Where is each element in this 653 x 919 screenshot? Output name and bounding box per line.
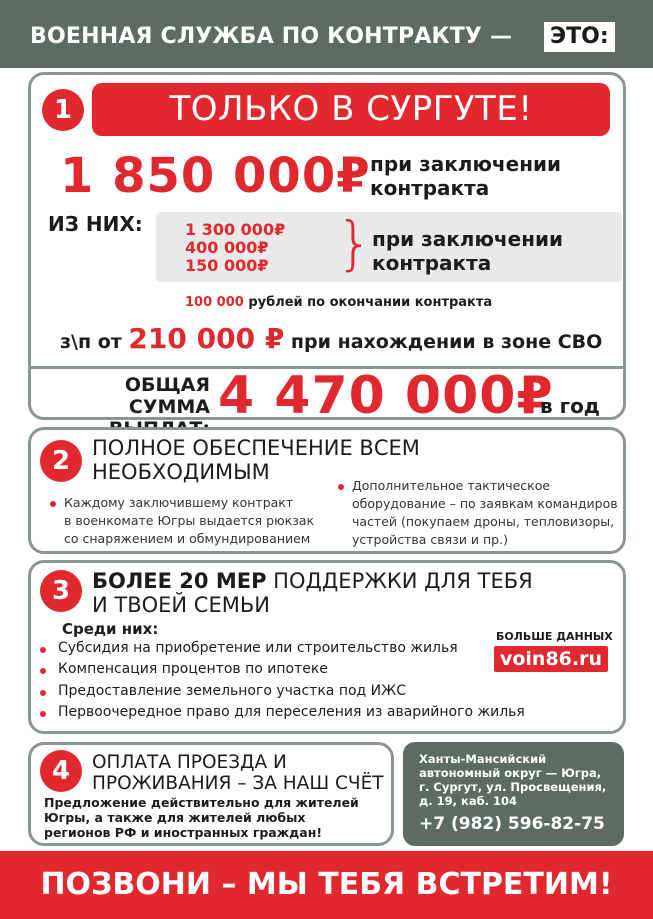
section-3-number: 3: [40, 570, 82, 612]
main-caption-line1: при заключении: [370, 152, 562, 176]
among-label: Среди них:: [62, 620, 159, 638]
bullet-dot: [40, 668, 46, 674]
bullet-line: Дополнительное тактическое: [352, 478, 551, 493]
breakdown-caption-line1: при заключении: [372, 227, 564, 251]
list-item: [40, 640, 525, 661]
section-4-title-line2: ПРОЖИВАНИЯ – ЗА НАШ СЧЁТ: [92, 773, 384, 794]
of-which-label: ИЗ НИХ:: [48, 212, 143, 236]
bullet-dot: [50, 501, 56, 507]
header-badge: ЭТО:: [544, 22, 615, 52]
end-bonus-amount: 100 000: [185, 295, 244, 310]
header-title: ВОЕННАЯ СЛУЖБА ПО КОНТРАКТУ —: [30, 24, 513, 49]
eligibility-note: [44, 795, 359, 840]
bullet-dot: [40, 647, 46, 653]
section-2-title-line2: НЕОБХОДИМЫМ: [92, 460, 270, 484]
section-3-title: [92, 569, 533, 617]
section-2-number: 2: [40, 440, 82, 482]
salary-prefix: з\п от: [60, 331, 122, 353]
tactical-bullet: [352, 477, 618, 549]
breakdown-item: 400 000₽: [185, 238, 269, 257]
main-payment-caption: [370, 152, 561, 200]
total-amount: 4 470 000₽: [218, 366, 554, 426]
brace-icon: }: [336, 209, 373, 277]
total-label-line1: ОБЩАЯ СУММА: [124, 374, 210, 418]
total-suffix: в год: [540, 394, 600, 418]
main-payment-amount: 1 850 000₽: [60, 148, 371, 204]
list-item-text: Первоочередное право для переселения из аварийного жилья: [58, 703, 525, 720]
bullet-line: частей (покупаем дроны, тепловизоры,: [352, 514, 615, 529]
bullet-dot: [338, 484, 344, 490]
header-bar: [0, 0, 653, 68]
section-1-number: 1: [42, 89, 84, 131]
end-bonus-line: [185, 295, 492, 310]
bullet-dot: [40, 711, 46, 717]
location-banner: ТОЛЬКО В СУРГУТЕ!: [92, 83, 610, 136]
salary-line: [60, 322, 602, 355]
bullet-line: со снаряжением и обмундированием: [64, 531, 311, 546]
section-3-title-bold: БОЛЕЕ 20 МЕР: [92, 569, 267, 593]
address-line: д. 19, каб. 104: [419, 794, 518, 808]
bullet-line: Каждому заключившему контракт: [64, 495, 294, 510]
salary-suffix: при нахождении в зоне СВО: [290, 331, 603, 353]
address-line: автономный округ — Югра,: [419, 766, 602, 780]
bullet-line: устройства связи и пр.): [352, 532, 508, 547]
section-3-title-line2: И ТВОЕЙ СЕМЬИ: [92, 593, 270, 617]
section-4-title-line1: ОПЛАТА ПРОЕЗДА И: [92, 752, 287, 773]
list-item: [40, 704, 525, 725]
salary-amount: 210 000 ₽: [128, 322, 285, 355]
equipment-bullet: [64, 494, 314, 548]
breakdown-item: 150 000₽: [185, 256, 269, 275]
contact-phone[interactable]: +7 (982) 596-82-75: [419, 814, 605, 834]
bullet-line: оборудование – по заявкам командиров: [352, 496, 618, 511]
more-data-label: БОЛЬШЕ ДАННЫХ: [496, 630, 613, 643]
bullet-line: в военкомате Югры выдается рюкзак: [64, 513, 315, 528]
list-item: [40, 661, 525, 682]
end-bonus-text: рублей по окончании контракта: [248, 295, 493, 310]
note-line: Предложение действительно для жителей: [44, 795, 359, 810]
contact-address: [419, 752, 606, 808]
breakdown-caption-line2: контракта: [372, 251, 492, 275]
note-line: регионов РФ и иностранных граждан!: [44, 825, 323, 840]
list-item-text: Компенсация процентов по ипотеке: [58, 661, 328, 678]
list-item: [40, 683, 525, 704]
bullet-dot: [40, 690, 46, 696]
breakdown-item: 1 300 000₽: [185, 220, 286, 239]
contact-box: [403, 742, 624, 846]
support-list: [40, 640, 525, 725]
call-to-action-banner: ПОЗВОНИ – МЫ ТЕБЯ ВСТРЕТИМ!: [0, 851, 653, 919]
list-item-text: Субсидия на приобретение или строительство жилья: [58, 640, 458, 656]
section-2-title-line1: ПОЛНОЕ ОБЕСПЕЧЕНИЕ ВСЕМ: [92, 436, 420, 460]
note-line: Югры, а также для жителей любых: [44, 810, 306, 825]
section-4-number: 4: [40, 750, 82, 792]
main-caption-line2: контракта: [370, 176, 490, 200]
breakdown-caption: [372, 227, 563, 275]
address-line: г. Сургут, ул. Просвещения,: [419, 780, 607, 794]
breakdown-list: [185, 221, 285, 275]
list-item-text: Предоставление земельного участка под ИЖС: [58, 682, 407, 699]
website-link[interactable]: voin86.ru: [494, 646, 608, 672]
section-3-title-rest: ПОДДЕРЖКИ ДЛЯ ТЕБЯ: [273, 569, 533, 593]
address-line: Ханты-Мансийский: [419, 752, 547, 766]
section-4-title: [92, 752, 384, 794]
